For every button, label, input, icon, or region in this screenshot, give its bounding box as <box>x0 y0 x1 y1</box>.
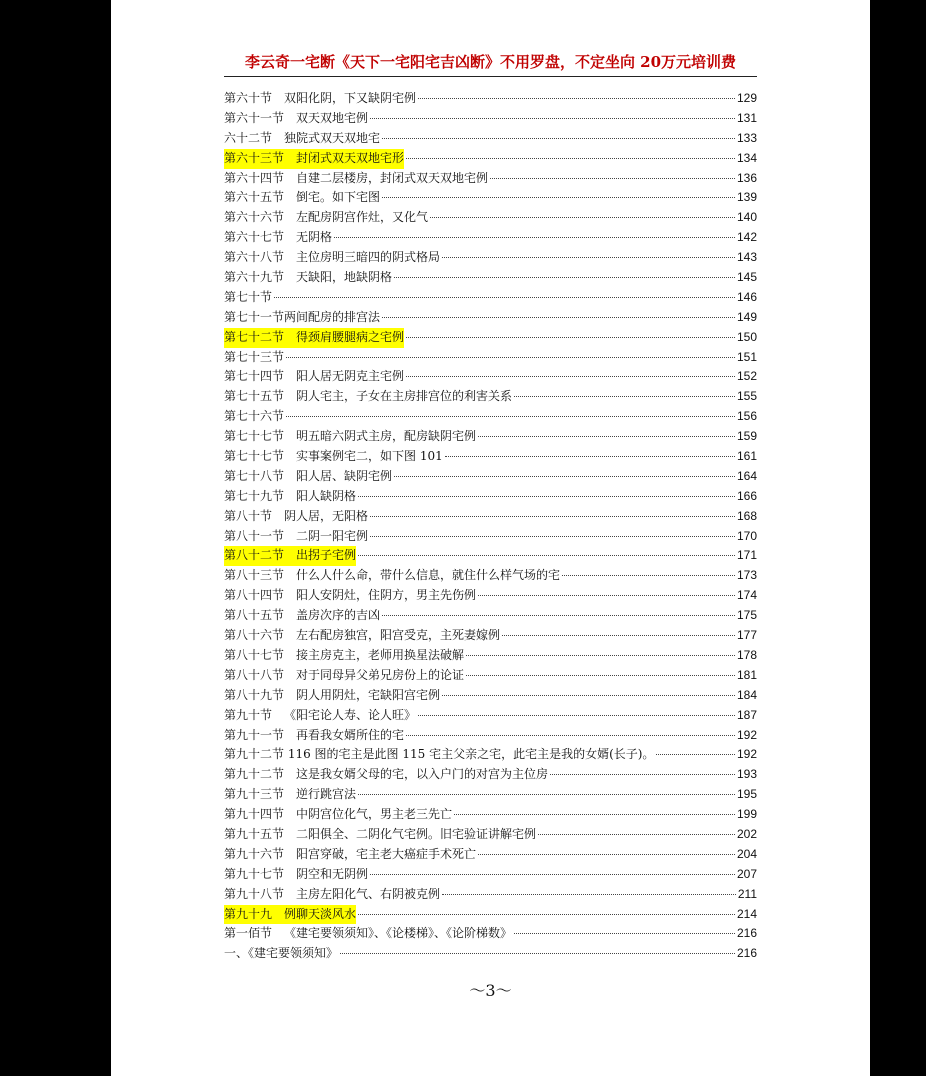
toc-entry-label: 第九十一节 <box>224 727 285 742</box>
toc-entry-page: 140 <box>736 210 757 225</box>
toc-entry-label: 第九十节 <box>224 707 273 722</box>
toc-entry-page: 143 <box>736 250 757 265</box>
toc-entry-label: 第八十五节 <box>224 608 285 623</box>
toc-entry-page: 170 <box>736 528 757 543</box>
toc-entry-page: 150 <box>736 329 757 344</box>
toc-entry[interactable] <box>224 606 757 626</box>
toc-entry-heading <box>224 606 380 626</box>
toc-entry-heading <box>224 546 356 566</box>
toc-entry-title: 阴空和无阴例 <box>296 866 369 881</box>
toc-leader-dots <box>406 158 735 159</box>
toc-entry[interactable] <box>224 248 757 268</box>
toc-leader-dots <box>334 237 735 238</box>
toc-entry-title: 阴人用阴灶，宅缺阳宫宅例 <box>296 687 441 702</box>
toc-entry-label: 第九十六节 <box>224 846 285 861</box>
toc-entry-page: 177 <box>736 628 757 643</box>
toc-entry-heading <box>224 348 284 368</box>
toc-entry-heading <box>224 924 512 944</box>
toc-entry-label: 第七十三节 <box>224 349 285 364</box>
toc-leader-dots <box>656 754 735 755</box>
toc-entry-label: 第七十一节两间配房的排宫法 <box>224 309 381 324</box>
toc-entry-label: 第九十九 <box>224 906 273 921</box>
toc-entry-label: 第七十五节 <box>224 389 285 404</box>
toc-entry-heading <box>224 467 392 487</box>
toc-entry-page: 171 <box>736 548 757 563</box>
toc-entry[interactable] <box>224 268 757 288</box>
toc-leader-dots <box>370 118 735 119</box>
toc-entry-page: 134 <box>736 150 757 165</box>
toc-leader-dots <box>274 297 735 298</box>
toc-leader-dots <box>466 655 735 656</box>
toc-leader-dots <box>478 854 735 855</box>
toc-entry-page: 136 <box>736 170 757 185</box>
toc-entry-page: 187 <box>736 707 757 722</box>
toc-leader-dots <box>514 933 735 934</box>
toc-leader-dots <box>562 575 735 576</box>
toc-entry-label: 第八十一节 <box>224 528 285 543</box>
toc-entry-title: 得颈肩腰腿病之宅例 <box>296 329 405 344</box>
toc-entry-title: 出拐子宅例 <box>296 548 357 563</box>
toc-leader-dots <box>490 178 735 179</box>
toc-entry[interactable] <box>224 129 757 149</box>
toc-entry-page: 131 <box>736 110 757 125</box>
toc-entry[interactable] <box>224 467 757 487</box>
toc-entry-heading <box>224 566 560 586</box>
page-header-title: 李云奇一宅断《天下一宅阳宅吉凶断》不用罗盘，不定坐向 20万元培训费 <box>244 53 737 71</box>
toc-entry-label: 第六十四节 <box>224 170 285 185</box>
toc-entry-title: 二阴一阳宅例 <box>296 528 369 543</box>
toc-entry-title: 双阳化阴，下又缺阴宅例 <box>284 91 417 105</box>
toc-entry-heading <box>224 885 440 905</box>
toc-entry-title: 阳人居、缺阴宅例 <box>296 468 393 483</box>
toc-entry-label: 第八十节 <box>224 508 273 523</box>
toc-entry-title: 主房左阳化气、右阴被克例 <box>296 886 441 901</box>
toc-entry[interactable] <box>224 546 757 566</box>
toc-entry[interactable] <box>224 905 757 925</box>
toc-entry-label: 第七十七节 <box>224 449 285 464</box>
toc-entry-heading <box>224 89 416 109</box>
toc-entry-page: 164 <box>736 468 757 483</box>
toc-entry-label: 第八十三节 <box>224 568 285 583</box>
toc-entry-label: 第七十二节 <box>224 329 285 344</box>
toc-entry[interactable] <box>224 865 757 885</box>
toc-entry-title: 接主房克主，老师用换星法破解 <box>296 647 465 662</box>
toc-entry-page: 155 <box>736 389 757 404</box>
toc-entry-page: 204 <box>736 846 757 861</box>
toc-entry-heading <box>224 208 428 228</box>
toc-entry-title: 这是我女婿父母的宅，以入户门的对宫为主位房 <box>296 767 549 782</box>
toc-entry-heading <box>224 288 272 308</box>
toc-entry-page: 145 <box>736 270 757 285</box>
toc-entry-title: 《阳宅论人寿、论人旺》 <box>284 707 417 722</box>
toc-leader-dots <box>370 874 735 875</box>
toc-entry-page: 207 <box>736 866 757 881</box>
toc-entry[interactable] <box>224 845 757 865</box>
toc-leader-dots <box>514 396 735 397</box>
toc-entry-heading <box>224 646 464 666</box>
toc-entry-title: 独院式双天双地宅 <box>284 130 381 145</box>
toc-entry-heading <box>224 268 392 288</box>
toc-entry-label: 第六十六节 <box>224 210 285 225</box>
toc-entry[interactable] <box>224 626 757 646</box>
toc-entry[interactable] <box>224 487 757 507</box>
toc-entry[interactable] <box>224 586 757 606</box>
toc-entry[interactable] <box>224 169 757 189</box>
toc-leader-dots <box>466 675 735 676</box>
toc-leader-dots <box>454 814 735 815</box>
toc-entry-heading <box>224 825 536 845</box>
toc-entry[interactable] <box>224 427 757 447</box>
toc-leader-dots <box>340 953 735 954</box>
toc-entry[interactable] <box>224 447 757 467</box>
toc-entry-label: 第九十七节 <box>224 866 285 881</box>
toc-entry-label: 第七十六节 <box>224 409 285 424</box>
toc-leader-dots <box>382 197 735 198</box>
toc-leader-dots <box>358 555 735 556</box>
toc-entry-title: 例聊天淡风水 <box>284 906 357 921</box>
toc-leader-dots <box>382 138 735 139</box>
toc-entry-label: 第九十四节 <box>224 807 285 822</box>
toc-entry[interactable] <box>224 328 757 348</box>
toc-entry-page: 192 <box>736 747 757 762</box>
toc-entry-page: 159 <box>736 429 757 444</box>
toc-entry[interactable] <box>224 726 757 746</box>
toc-entry-page: 149 <box>736 309 757 324</box>
toc-entry-heading <box>224 447 443 467</box>
toc-entry-heading <box>224 308 380 328</box>
toc-entry-page: 142 <box>736 230 757 245</box>
toc-entry-heading <box>224 427 476 447</box>
toc-entry-heading <box>224 726 404 746</box>
document-page <box>111 0 870 1076</box>
toc-entry[interactable] <box>224 149 757 169</box>
toc-entry-heading <box>224 407 284 427</box>
toc-entry-heading <box>224 805 452 825</box>
toc-entry-heading <box>224 387 512 407</box>
toc-entry[interactable] <box>224 666 757 686</box>
toc-leader-dots <box>538 834 735 835</box>
toc-entry-label: 第七十八节 <box>224 468 285 483</box>
toc-entry-label: 第九十八节 <box>224 886 285 901</box>
toc-entry-title: 盖房次序的吉凶 <box>296 608 381 623</box>
toc-entry-title: 阴人宅主，子女在主房排宫位的利害关系 <box>296 389 513 404</box>
toc-entry[interactable] <box>224 527 757 547</box>
toc-entry-heading <box>224 367 404 387</box>
toc-leader-dots <box>382 615 735 616</box>
toc-entry-heading <box>224 944 338 964</box>
toc-entry-page: 168 <box>736 508 757 523</box>
toc-entry[interactable] <box>224 188 757 208</box>
toc-entry-heading <box>224 328 404 348</box>
toc-entry-page: 192 <box>736 727 757 742</box>
toc-entry-page: 151 <box>736 349 757 364</box>
toc-entry-heading <box>224 527 368 547</box>
toc-entry-label: 第九十五节 <box>224 826 285 841</box>
toc-entry[interactable] <box>224 367 757 387</box>
toc-entry[interactable] <box>224 109 757 129</box>
toc-entry-label: 第六十七节 <box>224 230 285 245</box>
toc-entry-title: 逆行跳宫法 <box>296 787 357 802</box>
toc-entry-heading <box>224 745 654 765</box>
toc-leader-dots <box>370 516 735 517</box>
toc-leader-dots <box>418 98 735 99</box>
toc-entry[interactable] <box>224 765 757 785</box>
toc-entry-label: 第九十三节 <box>224 787 285 802</box>
toc-entry[interactable] <box>224 89 757 109</box>
toc-entry-title: 主位房明三暗四的阴式格局 <box>296 250 441 265</box>
toc-entry-page: 129 <box>736 91 757 105</box>
toc-leader-dots <box>442 257 735 258</box>
toc-entry-page: 133 <box>736 130 757 145</box>
toc-entry-title: 阳人居无阴克主宅例 <box>296 369 405 384</box>
toc-entry-title: 倒宅。如下宅图 <box>296 190 381 205</box>
toc-entry-page: 175 <box>736 608 757 623</box>
toc-leader-dots <box>478 436 735 437</box>
toc-entry-label: 第七十节 <box>224 289 273 304</box>
toc-entry-heading <box>224 706 416 726</box>
toc-entry-title: 对于同母异父弟兄房份上的论证 <box>296 667 465 682</box>
toc-leader-dots <box>445 456 735 457</box>
toc-entry[interactable] <box>224 387 757 407</box>
toc-entry-page: 152 <box>736 369 757 384</box>
toc-entry-label: 第六十五节 <box>224 190 285 205</box>
toc-entry-label: 第八十八节 <box>224 667 285 682</box>
toc-entry[interactable] <box>224 566 757 586</box>
toc-leader-dots <box>358 496 735 497</box>
toc-leader-dots <box>406 376 735 377</box>
toc-entry[interactable] <box>224 825 757 845</box>
toc-entry-page: 146 <box>736 289 757 304</box>
toc-entry-page: 211 <box>737 886 757 901</box>
toc-leader-dots <box>550 774 735 775</box>
toc-entry-label: 六十二节 <box>224 130 273 145</box>
toc-leader-dots <box>418 715 735 716</box>
toc-entry-heading <box>224 149 404 169</box>
toc-entry-heading <box>224 188 380 208</box>
toc-entry-label: 第六十节 <box>224 91 273 105</box>
toc-entry-title: 什么人什么命，带什么信息，就住什么样气场的宅 <box>296 568 561 583</box>
toc-leader-dots <box>358 794 735 795</box>
toc-leader-dots <box>478 595 735 596</box>
toc-entry[interactable] <box>224 646 757 666</box>
toc-entry-page: 214 <box>736 906 757 921</box>
toc-entry[interactable] <box>224 308 757 328</box>
toc-entry-heading <box>224 905 356 925</box>
toc-leader-dots <box>382 317 735 318</box>
toc-entry-label: 第七十九节 <box>224 488 285 503</box>
toc-entry[interactable] <box>224 407 757 427</box>
toc-entry-page: 184 <box>736 687 757 702</box>
toc-entry[interactable] <box>224 228 757 248</box>
toc-entry-title: 左右配房独宫，阳宫受克，主死妻嫁例 <box>296 628 501 643</box>
toc-entry[interactable] <box>224 885 757 905</box>
toc-entry-page: 193 <box>736 767 757 782</box>
toc-entry-heading <box>224 845 476 865</box>
toc-entry-label: 第八十二节 <box>224 548 285 563</box>
toc-entry-title: 左配房阴宫作灶，又化气 <box>296 210 429 225</box>
toc-entry-title: 自建二层楼房，封闭式双天双地宅例 <box>296 170 489 185</box>
toc-entry-title: 双天双地宅例 <box>296 110 369 125</box>
toc-entry-heading <box>224 686 440 706</box>
toc-entry[interactable] <box>224 924 757 944</box>
toc-entry-page: 174 <box>736 588 757 603</box>
toc-leader-dots <box>406 735 735 736</box>
toc-entry-heading <box>224 129 380 149</box>
toc-leader-dots <box>370 536 735 537</box>
toc-entry-page: 173 <box>736 568 757 583</box>
toc-entry-page: 216 <box>736 946 757 961</box>
toc-entry-heading <box>224 765 548 785</box>
toc-entry[interactable] <box>224 785 757 805</box>
toc-entry-page: 216 <box>736 926 757 941</box>
toc-entry-heading <box>224 666 464 686</box>
toc-entry-label: 第六十九节 <box>224 270 285 285</box>
toc-entry-page: 202 <box>736 826 757 841</box>
toc-entry-heading <box>224 785 356 805</box>
toc-entry-label: 第八十六节 <box>224 628 285 643</box>
toc-entry-label: 第九十二节 <box>224 767 285 782</box>
toc-entry[interactable] <box>224 745 757 765</box>
toc-entry-label: 第九十二节 116 图的宅主是此图 115 宅主父亲之宅，此宅主是我的女婿(长子)。 <box>224 747 655 762</box>
toc-leader-dots <box>286 357 735 358</box>
toc-entry-title: 明五暗六阴式主房，配房缺阴宅例 <box>296 429 477 444</box>
toc-leader-dots <box>430 217 735 218</box>
toc-entry-page: 199 <box>736 807 757 822</box>
toc-leader-dots <box>442 894 736 895</box>
toc-entry-page: 139 <box>736 190 757 205</box>
toc-leader-dots <box>394 277 735 278</box>
toc-entry-title: 再看我女婿所住的宅 <box>296 727 405 742</box>
toc-entry-label: 第一佰节 <box>224 926 273 941</box>
toc-entry-label: 第八十九节 <box>224 687 285 702</box>
toc-entry-heading <box>224 507 368 527</box>
toc-entry-heading <box>224 169 488 189</box>
toc-entry-title: 二阳俱全、二阴化气宅例。旧宅验证讲解宅例 <box>296 826 537 841</box>
toc-entry-title: 阳宫穿破，宅主老大癌症手术死亡 <box>296 846 477 861</box>
toc-entry-heading <box>224 248 440 268</box>
toc-entry-title: 天缺阳，地缺阴格 <box>296 270 393 285</box>
toc-leader-dots <box>442 695 735 696</box>
toc-leader-dots <box>358 914 735 915</box>
toc-entry[interactable] <box>224 208 757 228</box>
toc-entry-heading <box>224 626 500 646</box>
toc-entry-title: 中阴宫位化气，男主老三先亡 <box>296 807 453 822</box>
toc-entry-page: 178 <box>736 647 757 662</box>
toc-entry-heading <box>224 586 476 606</box>
toc-entry-heading <box>224 109 368 129</box>
toc-leader-dots <box>286 416 735 417</box>
toc-entry-page: 161 <box>736 449 757 464</box>
toc-entry-title: 阳人缺阴格 <box>296 488 357 503</box>
toc-entry-title: 阴人居，无阳格 <box>284 508 369 523</box>
toc-entry-page: 181 <box>736 667 757 682</box>
toc-entry[interactable] <box>224 507 757 527</box>
toc-entry[interactable] <box>224 805 757 825</box>
toc-entry[interactable] <box>224 944 757 964</box>
toc-entry-label: 第八十七节 <box>224 647 285 662</box>
toc-entry[interactable] <box>224 706 757 726</box>
toc-leader-dots <box>406 337 735 338</box>
toc-entry-heading <box>224 487 356 507</box>
table-of-contents <box>224 89 757 964</box>
toc-entry-heading <box>224 865 368 885</box>
toc-entry-title: 《建宅要领须知》、《论楼梯》、《论阶梯数》 <box>284 926 513 941</box>
toc-entry[interactable] <box>224 348 757 368</box>
toc-entry-label: 第六十三节 <box>224 150 285 165</box>
toc-entry-label: 第六十八节 <box>224 250 285 265</box>
toc-entry-title: 实事案例宅二，如下图 101 <box>296 449 443 464</box>
toc-entry[interactable] <box>224 288 757 308</box>
toc-entry-title: 阳人安阴灶，住阴方，男主先伤例 <box>296 588 477 603</box>
toc-entry-heading <box>224 228 332 248</box>
toc-entry-page: 156 <box>736 409 757 424</box>
toc-entry-title: 封闭式双天双地宅形 <box>296 150 405 165</box>
toc-entry-page: 195 <box>736 787 757 802</box>
toc-entry-label: 第七十四节 <box>224 369 285 384</box>
toc-entry-label: 第七十七节 <box>224 429 285 444</box>
toc-entry-page: 166 <box>736 488 757 503</box>
header-rule <box>224 76 757 77</box>
toc-entry-label: 第六十一节 <box>224 110 285 125</box>
toc-leader-dots <box>502 635 735 636</box>
toc-entry[interactable] <box>224 686 757 706</box>
toc-entry-label: 第八十四节 <box>224 588 285 603</box>
toc-entry-label: 一、《建宅要领须知》 <box>224 946 339 961</box>
toc-entry-title: 无阴格 <box>296 230 333 245</box>
page-number: ～3～ <box>469 981 512 1000</box>
toc-leader-dots <box>394 476 735 477</box>
